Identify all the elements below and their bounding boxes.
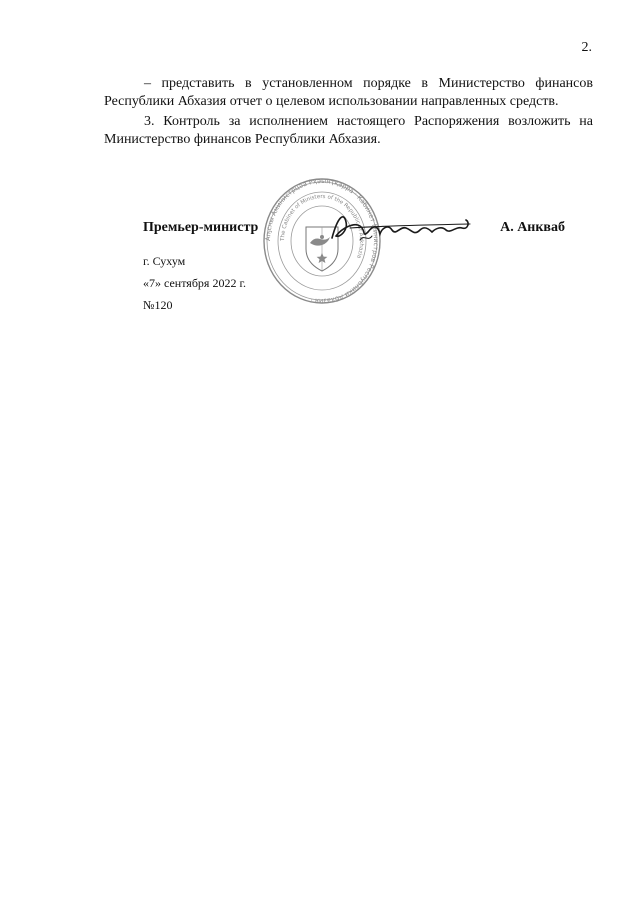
signature-icon — [320, 208, 480, 248]
document-date: «7» сентября 2022 г. — [143, 276, 247, 290]
paragraph-report: – представить в установленном порядке в Министерство финансов Республики Абхазия отчет о целевом использовании направленных средств. — [104, 76, 593, 109]
document-body — [104, 75, 593, 149]
document-number: №120 — [143, 298, 173, 312]
svg-text:Аҧсны Аминистрцәа Рҳәынҭқарра: Аҧсны Аминистрцәа Рҳәынҭқарра · Кабинет Министров Республики Абхазия · — [263, 177, 381, 305]
document-city: г. Сухум — [143, 254, 186, 268]
signatory-name: А. Анкваб — [500, 220, 565, 235]
page-number: 2. — [581, 40, 592, 55]
signatory-title: Премьер-министр — [143, 220, 259, 235]
svg-text:The Cabinet of Ministers of th: The Cabinet of Ministers of the Republic of Abkhazia — [279, 193, 365, 259]
paragraph-control: 3. Контроль за исполнением настоящего Распоряжения возложить на Министерство финансов Республики Абхазия. — [104, 114, 593, 147]
